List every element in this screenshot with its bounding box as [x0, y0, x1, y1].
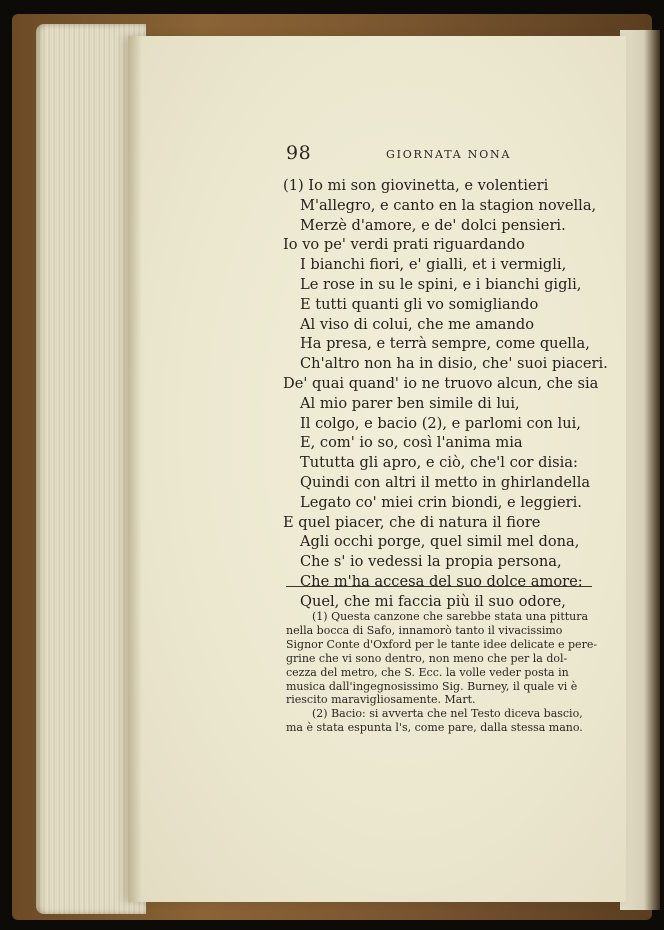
poem-line: M'allegro, e canto en la stagion novella,: [300, 196, 597, 214]
poem-line: Quel, che mi faccia più il suo odore,: [300, 592, 566, 610]
poem-line: De' quai quand' io ne truovo alcun, che sia: [283, 374, 599, 392]
footnote-line: riescito maravigliosamente. Mart.: [286, 693, 476, 707]
poem-line: Io vo pe' verdi prati riguardando: [283, 236, 525, 254]
poem-line: Legato co' miei crin biondi, e leggieri.: [300, 493, 582, 511]
footnote-line: grine che vi sono dentro, non meno che per la dol-: [286, 651, 568, 665]
page-number: 98: [286, 142, 312, 164]
page-gutter: [128, 36, 142, 902]
footnote-line: nella bocca di Safo, innamorò tanto il vivacissimo: [286, 623, 563, 637]
poem-line: Ha presa, e terrà sempre, come quella,: [300, 335, 590, 353]
poem-line: Ch'altro non ha in disio, che' suoi piaceri.: [300, 355, 608, 373]
poem-line: Agli occhi porge, quel simil mel dona,: [300, 533, 580, 551]
poem-line: E quel piacer, che di natura il fiore: [283, 513, 541, 531]
poem-line: E, com' io so, così l'anima mia: [300, 434, 523, 452]
footnote-line: Signor Conte d'Oxford per le tante idee delicate e pere-: [286, 637, 598, 651]
poem-line: Che m'ha accesa del suo dolce amore:: [300, 572, 583, 590]
poem-line: Merzè d'amore, e de' dolci pensieri.: [300, 216, 566, 234]
poem-line: Al viso di colui, che me amando: [300, 315, 535, 333]
running-head: GIORNATA NONA: [386, 148, 512, 161]
poem-line: Che s' io vedessi la propia persona,: [300, 553, 562, 571]
poem-line: Il colgo, e bacio (2), e parlomi con lui,: [300, 414, 581, 432]
footnote-line: (2) Bacio: si avverta che nel Testo diceva bascio,: [312, 707, 583, 721]
poem-line: I bianchi fiori, e' gialli, et i vermigli,: [300, 256, 567, 274]
footnotes: [286, 610, 598, 735]
footnote-line: ma è stata espunta l's, come pare, dalla stessa mano.: [286, 721, 583, 735]
footnote-divider: [286, 586, 592, 587]
footnote-line: cezza del metro, che S. Ecc. la volle veder posta in: [286, 665, 569, 679]
poem-line: Tututta gli apro, e ciò, che'l cor disia:: [300, 454, 578, 472]
poem-text: [283, 176, 613, 612]
poem-line: E tutti quanti gli vo somigliando: [300, 295, 539, 313]
page-header: [286, 142, 586, 168]
poem-line: Quindi con altri il metto in ghirlandella: [300, 473, 591, 491]
footnote-line: musica dall'ingegnosissimo Sig. Burney, il quale vi è: [286, 679, 578, 693]
footnote-line: (1) Questa canzone che sarebbe stata una pittura: [312, 610, 589, 623]
poem-line: Al mio parer ben simile di lui,: [300, 394, 520, 412]
poem-line: Le rose in su le spini, e i bianchi gigli,: [300, 275, 582, 293]
poem-line: (1) Io mi son giovinetta, e volentieri: [283, 177, 549, 194]
facing-page-edge: [620, 30, 660, 910]
